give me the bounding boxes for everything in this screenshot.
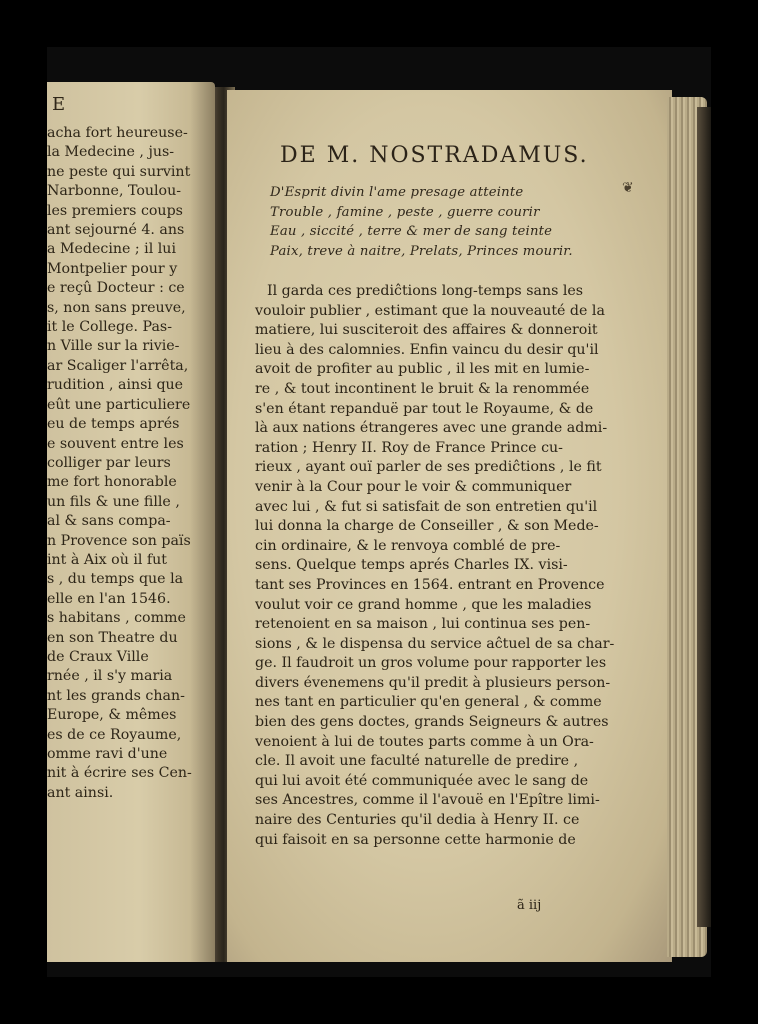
body-text-line: voulut voir ce grand homme , que les maladies [255, 596, 592, 613]
body-text-line: re , & tout incontinent le bruit & la renommée [255, 380, 590, 397]
left-text-line: n Ville sur la rivie- [47, 338, 180, 355]
body-text-line: bien des gens doctes, grands Seigneurs & autres [255, 714, 609, 731]
left-page-header: E [52, 94, 66, 115]
left-text-line: int à Aix où il fut [47, 551, 168, 568]
verse-line: D'Esprit divin l'ame presage atteinte [270, 185, 524, 200]
left-text-line: ne peste qui survint [47, 163, 191, 180]
left-text-line: ar Scaliger l'arrêta, [47, 357, 189, 374]
body-text-line: qui lui avoit été communiquée avec le sang de [255, 772, 589, 789]
verse-line: Paix, treve à naitre, Prelats, Princes mourir. [270, 243, 573, 259]
body-text-line: avoit de profiter au public , il les mit en lumie- [255, 361, 590, 378]
body-text [255, 282, 655, 850]
left-text-line: rnée , il s'y maria [47, 668, 173, 685]
left-text-line: es de ce Royaume, [47, 726, 182, 743]
body-text-line: avec lui , & fut si satisfait de son entretien qu'il [255, 498, 598, 515]
body-text-line: venir à la Cour pour le voir & communiquer [255, 478, 572, 495]
ornament-icon: ❦ [622, 180, 634, 196]
left-text-line: it le College. Pas- [47, 319, 172, 336]
body-text-line: divers évenemens qu'il predit à plusieurs person- [255, 674, 611, 691]
left-text-line: e souvent entre les [47, 435, 184, 452]
body-text-line: cle. Il avoit une faculté naturelle de predire , [255, 753, 579, 770]
left-text-line: ant ainsi. [47, 784, 114, 801]
book-cover-edge [697, 107, 711, 927]
left-text-line: n Provence son païs [47, 532, 191, 549]
left-text-line: Montpelier pour y [47, 260, 178, 277]
left-text-line: me fort honorable [47, 474, 177, 491]
left-text-line: omme ravi d'une [47, 746, 168, 762]
body-text-line: ge. Il faudroit un gros volume pour rapporter les [255, 655, 607, 672]
body-text-line: s'en étant repanduë par tout le Royaume, & de [255, 400, 594, 417]
left-text-line: nt les grands chan- [47, 687, 185, 704]
left-text-line: s habitans , comme [47, 610, 186, 627]
left-text-line: al & sans compa- [47, 513, 171, 530]
body-text-line: nes tant en particulier qu'en general , & comme [255, 694, 602, 711]
left-text-line: nit à écrire ses Cen- [47, 765, 192, 782]
body-text-line: venoient à lui de toutes parts comme à un Ora- [255, 733, 594, 750]
left-text-line: elle en l'an 1546. [47, 590, 171, 607]
left-text-line: eût une particuliere [47, 396, 191, 413]
body-text-line: cin ordinaire, & le renvoya comblé de pre- [255, 537, 561, 554]
running-head: DE M. NOSTRADAMUS. [280, 143, 589, 168]
left-text-line: rudition , ainsi que [47, 377, 184, 394]
right-page [227, 90, 672, 962]
verse-line: Trouble , famine , peste , guerre courir [270, 204, 540, 220]
body-text-line: naire des Centuries qu'il dedia à Henry II. ce [255, 812, 580, 829]
body-text-line: ration ; Henry II. Roy de France Prince cu- [255, 439, 563, 456]
left-text-line: ant sejourné 4. ans [47, 222, 185, 239]
body-text-line: Il garda ces prediĉtions long-temps sans les [267, 283, 584, 299]
body-text-line: matiere, lui susciteroit des affaires & donneroit [255, 322, 598, 339]
left-text-line: en son Theatre du [47, 629, 178, 646]
body-text-line: qui faisoit en sa personne cette harmonie de [255, 831, 576, 848]
left-text-line: e reçû Docteur : ce [47, 280, 185, 297]
left-text-line: les premiers coups [47, 202, 183, 219]
body-text-line: ses Ancestres, comme il l'avouë en l'Epître limi- [255, 792, 600, 809]
left-text-line: colliger par leurs [47, 454, 171, 471]
body-text-line: sens. Quelque temps aprés Charles IX. visi- [255, 557, 568, 574]
left-text-line: de Craux Ville [47, 648, 149, 665]
body-text-line: lui donna la charge de Conseiller , & son Mede- [255, 518, 599, 535]
left-text-line: Narbonne, Toulou- [47, 183, 182, 200]
body-text-line: sions , & le dispensa du service aĉtuel de sa char- [255, 635, 615, 652]
left-text-line: la Medecine , jus- [47, 144, 175, 161]
book-photo [47, 47, 711, 977]
left-text-line: a Medecine ; il lui [47, 241, 176, 258]
left-text-line: un fils & une fille , [47, 493, 180, 510]
verse-line: Eau , siccité , terre & mer de sang teinte [270, 224, 553, 239]
left-text-line: s, non sans preuve, [47, 299, 186, 316]
left-text-line: eu de temps aprés [47, 416, 180, 433]
body-text-line: rieux , ayant ouï parler de ses prediĉtions , le fit [255, 459, 602, 476]
signature-mark: ã iij [517, 898, 542, 913]
left-page [47, 82, 215, 962]
body-text-line: vouloir publier , estimant que la nouveauté de la [255, 302, 605, 319]
body-text-line: retenoient en sa maison , lui continua ses pen- [255, 616, 591, 633]
left-text-line: acha fort heureuse- [47, 125, 188, 141]
left-text-line: Europe, & mêmes [47, 707, 177, 724]
body-text-line: lieu à des calomnies. Enfin vaincu du desir qu'il [255, 341, 599, 358]
left-text-line: s , du temps que la [47, 571, 184, 588]
quatrain [270, 183, 573, 261]
body-text-line: là aux nations étrangeres avec une grande admi- [255, 420, 608, 437]
left-page-text [47, 124, 215, 803]
body-text-line: tant ses Provinces en 1564. entrant en Provence [255, 576, 605, 593]
